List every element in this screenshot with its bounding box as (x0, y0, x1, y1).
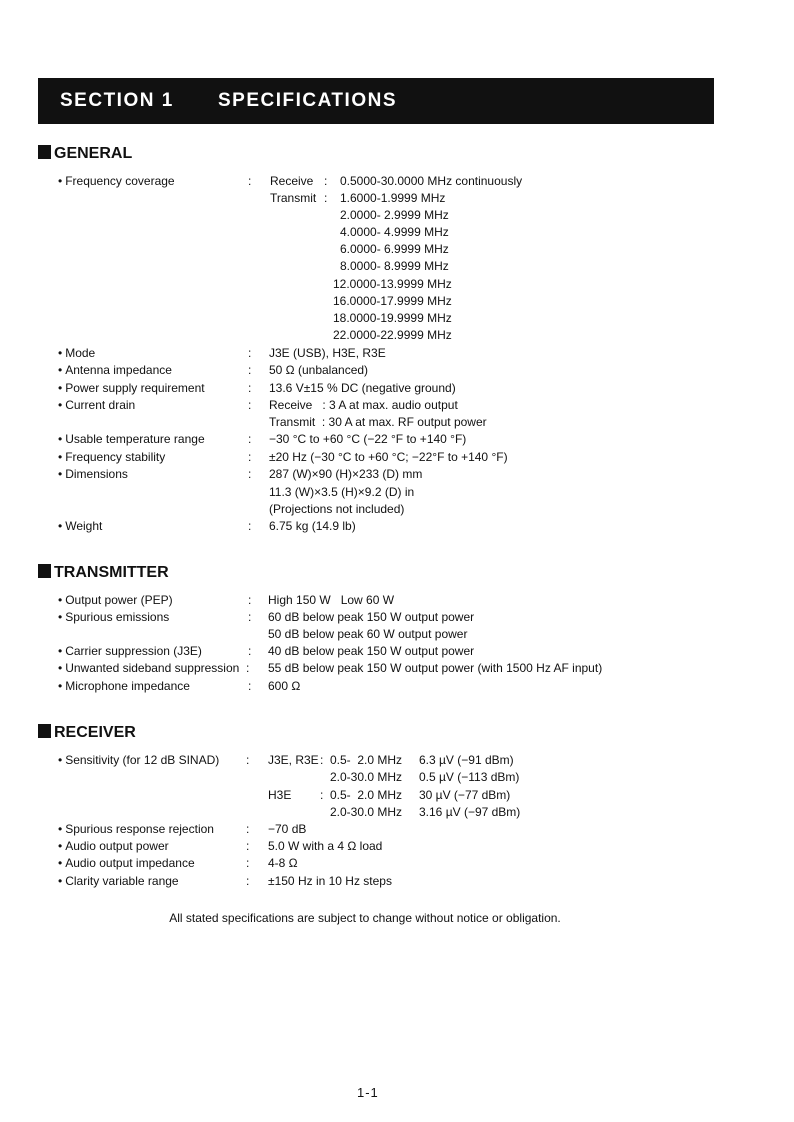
colon: : (246, 753, 250, 767)
section-title: SPECIFICATIONS (218, 90, 397, 111)
clarity-range-label: • Clarity variable range (58, 873, 179, 890)
audio-power-label: • Audio output power (58, 838, 169, 855)
weight-value: 6.75 kg (14.9 lb) (269, 519, 356, 533)
transmit-range: 18.0000-19.9999 MHz (333, 311, 452, 325)
transmit-range: 8.0000- 8.9999 MHz (340, 259, 449, 273)
transmitter-heading: TRANSMITTER (38, 563, 169, 583)
mic-impedance-label: • Microphone impedance (58, 678, 190, 695)
transmit-range: 22.0000-22.9999 MHz (333, 328, 452, 342)
receive-value: 0.5000-30.0000 MHz continuously (340, 174, 523, 188)
receiver-heading: RECEIVER (38, 723, 136, 743)
colon: : (248, 467, 252, 481)
output-power-value: High 150 W Low 60 W (268, 593, 395, 607)
carrier-suppression-label: • Carrier suppression (J3E) (58, 643, 202, 660)
sensitivity-label: • Sensitivity (for 12 dB SINAD) (58, 752, 219, 769)
sensitivity-range: 0.5- 2.0 MHz (330, 788, 403, 802)
frequency-stability-value: ±20 Hz (−30 °C to +60 °C; −22°F to +140 °F) (269, 450, 508, 464)
transmit-range: 6.0000- 6.9999 MHz (340, 242, 449, 256)
colon: : (246, 856, 250, 870)
transmit-range: 4.0000- 4.9999 MHz (340, 225, 449, 239)
section-banner (38, 78, 714, 124)
colon: : (248, 644, 252, 658)
colon: : (248, 519, 252, 533)
dimensions-note: (Projections not included) (269, 502, 405, 516)
spurious-rejection-value: −70 dB (268, 822, 307, 836)
section-number: SECTION 1 (60, 90, 174, 111)
dimensions-in: 11.3 (W)×3.5 (H)×9.2 (D) in (269, 485, 415, 499)
general-heading: GENERAL (38, 144, 132, 164)
audio-power-value: 5.0 W with a 4 Ω load (268, 839, 383, 853)
temperature-range-label: • Usable temperature range (58, 431, 205, 448)
colon: : (248, 610, 252, 624)
colon: : (248, 363, 252, 377)
temperature-range-value: −30 °C to +60 °C (−22 °F to +140 °F) (269, 432, 467, 446)
receive-label: Receive (270, 174, 314, 188)
output-power-label: • Output power (PEP) (58, 592, 173, 609)
colon: : (248, 432, 252, 446)
carrier-suppression-value: 40 dB below peak 150 W output power (268, 644, 475, 658)
sensitivity-mode: J3E, R3E (268, 753, 319, 767)
mic-impedance-value: 600 Ω (268, 679, 301, 693)
transmit-label: Transmit (270, 191, 317, 205)
spurious-emissions-line2: 50 dB below peak 60 W output power (268, 627, 468, 641)
sensitivity-mode: H3E (268, 788, 292, 802)
sensitivity-range: 0.5- 2.0 MHz (330, 753, 403, 767)
mode-value: J3E (USB), H3E, R3E (269, 346, 386, 360)
colon: : (248, 174, 252, 188)
dimensions-mm: 287 (W)×90 (H)×233 (D) mm (269, 467, 423, 481)
unwanted-sideband-value: 55 dB below peak 150 W output power (with 1500 Hz AF input) (268, 661, 603, 675)
transmit-range: 12.0000-13.9999 MHz (333, 277, 452, 291)
audio-impedance-label: • Audio output impedance (58, 855, 195, 872)
frequency-coverage-label: • Frequency coverage (58, 173, 175, 190)
colon: : (246, 661, 250, 675)
current-drain-receive: Receive : 3 A at max. audio output (269, 398, 458, 412)
colon: : (320, 788, 324, 802)
antenna-impedance-label: • Antenna impedance (58, 362, 172, 379)
colon: : (324, 191, 328, 205)
current-drain-label: • Current drain (58, 397, 135, 414)
colon: : (248, 346, 252, 360)
colon: : (324, 174, 328, 188)
power-supply-value: 13.6 V±15 % DC (negative ground) (269, 381, 456, 395)
sensitivity-range: 2.0-30.0 MHz (330, 805, 403, 819)
spurious-emissions-label: • Spurious emissions (58, 609, 169, 626)
sensitivity-value: 30 µV (−77 dBm) (419, 788, 511, 802)
colon: : (246, 839, 250, 853)
unwanted-sideband-label: • Unwanted sideband suppression (58, 660, 239, 677)
sensitivity-value: 0.5 µV (−113 dBm) (419, 770, 520, 784)
colon: : (248, 679, 252, 693)
colon: : (246, 822, 250, 836)
colon: : (320, 753, 324, 767)
current-drain-transmit: Transmit : 30 A at max. RF output power (269, 415, 487, 429)
spurious-emissions-line1: 60 dB below peak 150 W output power (268, 610, 475, 624)
square-bullet-icon (38, 724, 51, 738)
colon: : (248, 398, 252, 412)
dimensions-label: • Dimensions (58, 466, 128, 483)
square-bullet-icon (38, 145, 51, 159)
transmit-range: 1.6000-1.9999 MHz (340, 191, 446, 205)
audio-impedance-value: 4-8 Ω (268, 856, 298, 870)
power-supply-label: • Power supply requirement (58, 380, 205, 397)
colon: : (248, 593, 252, 607)
sensitivity-value: 6.3 µV (−91 dBm) (419, 753, 514, 767)
sensitivity-value: 3.16 µV (−97 dBm) (419, 805, 521, 819)
sensitivity-range: 2.0-30.0 MHz (330, 770, 403, 784)
mode-label: • Mode (58, 345, 95, 362)
colon: : (246, 874, 250, 888)
transmit-range: 2.0000- 2.9999 MHz (340, 208, 449, 222)
antenna-impedance-value: 50 Ω (unbalanced) (269, 363, 369, 377)
clarity-range-value: ±150 Hz in 10 Hz steps (268, 874, 392, 888)
square-bullet-icon (38, 564, 51, 578)
colon: : (248, 381, 252, 395)
transmit-range: 16.0000-17.9999 MHz (333, 294, 452, 308)
colon: : (248, 450, 252, 464)
frequency-stability-label: • Frequency stability (58, 449, 165, 466)
weight-label: • Weight (58, 518, 102, 535)
disclaimer: All stated specifications are subject to change without notice or obligation. (169, 911, 561, 925)
page-number: 1-1 (357, 1085, 379, 1100)
spurious-rejection-label: • Spurious response rejection (58, 821, 214, 838)
